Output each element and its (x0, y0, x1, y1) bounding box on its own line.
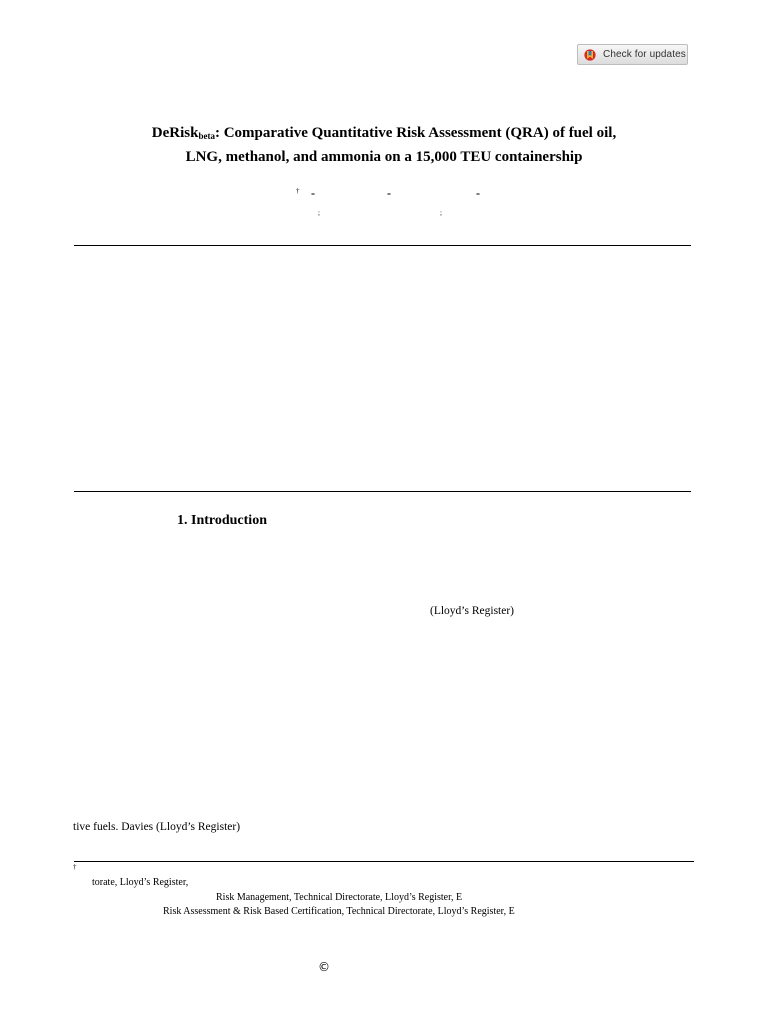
affiliation-separator: ; (318, 209, 320, 217)
title-rest: : Comparative Quantitative Risk Assessment (QRA) of fuel oil, (214, 125, 617, 141)
author-separator: - (387, 186, 391, 200)
section-heading: 1. Introduction (177, 513, 267, 528)
footnote-dagger: † (73, 863, 77, 871)
footnote-line: Risk Management, Technical Directorate, Lloyd’s Register, E (216, 892, 463, 903)
footnote-line: Risk Assessment & Risk Based Certification, Technical Directorate, Lloyd’s Register, E (163, 906, 515, 917)
footnote-rule (74, 861, 694, 862)
footnote-line: torate, Lloyd’s Register, (92, 877, 189, 888)
title-subscript: beta (198, 131, 215, 141)
author-dagger: † (296, 187, 300, 195)
paper-title-line-1 (0, 126, 768, 141)
abstract-top-rule (74, 245, 691, 246)
body-text-fragment: (Lloyd’s Register) (430, 605, 514, 617)
title-name: DeRisk (151, 125, 199, 141)
copyright-symbol: © (318, 960, 330, 974)
author-separator: - (311, 186, 315, 200)
check-for-updates-label: Check for updates (603, 49, 686, 60)
paper-title-line-2: LNG, methanol, and ammonia on a 15,000 TEU containership (185, 149, 583, 165)
body-text-fragment: tive fuels. Davies (Lloyd’s Register) (73, 821, 241, 833)
abstract-bottom-rule (74, 491, 691, 492)
check-for-updates-logo-icon (584, 49, 596, 61)
affiliation-separator: ; (440, 209, 442, 217)
check-for-updates-button[interactable] (577, 44, 688, 65)
author-separator: - (476, 186, 480, 200)
